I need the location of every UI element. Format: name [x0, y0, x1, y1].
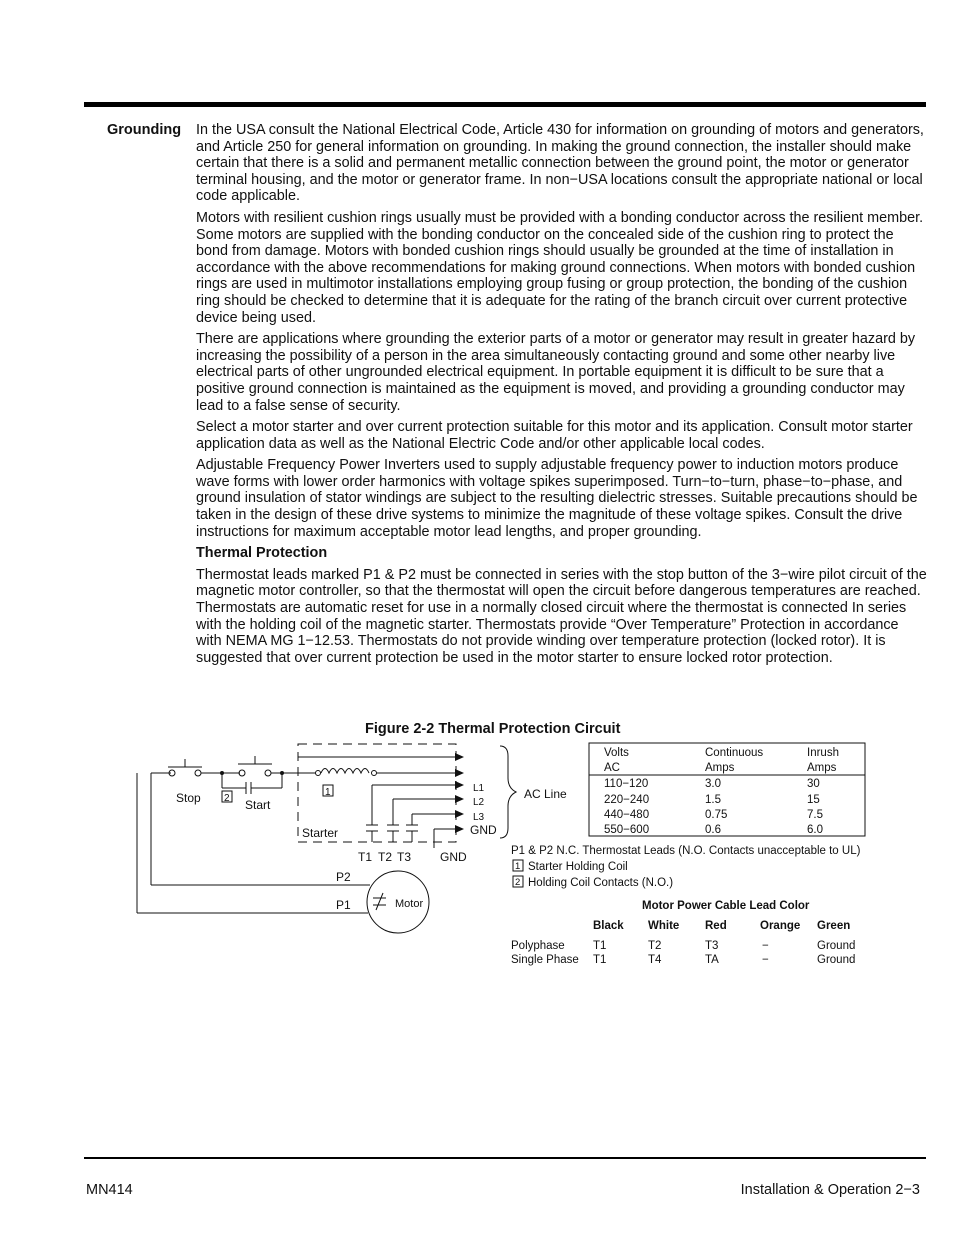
- junction-right: [280, 771, 284, 775]
- gnd-line-label: GND: [470, 823, 497, 837]
- lead-header-green: Green: [817, 920, 851, 932]
- lead-cell: −: [762, 954, 769, 966]
- volts-cell: 220−240: [604, 794, 650, 806]
- junction-left: [220, 771, 224, 775]
- volts-header-3a: Inrush: [807, 747, 839, 759]
- lead-cell: T2: [648, 940, 662, 952]
- top-arrow: [455, 753, 464, 761]
- volts-cell: 7.5: [807, 809, 823, 821]
- paragraph-4: Select a motor starter and over current protection suitable for this motor and its application. Consult motor starter application data as well as the National Electric Code and/or other applicable local codes.: [196, 419, 913, 452]
- volts-cell: 3.0: [705, 778, 721, 790]
- motor-label: Motor: [395, 898, 424, 910]
- lead-cell: Ground: [817, 954, 856, 966]
- bottom-rule: [84, 1157, 926, 1159]
- note2-text: Holding Coil Contacts (N.O.): [528, 877, 674, 889]
- starter-label: Starter: [302, 826, 339, 840]
- coil-winding: [321, 769, 369, 774]
- lead-cell: T1: [593, 940, 607, 952]
- gnd-motor-label: GND: [440, 850, 467, 864]
- paragraph-1: In the USA consult the National Electrical Code, Article 430 for information on grounding of motors and generators, and Article 250 for general information on grounding. In making the ground connection, the installer should make certain that there is a solid and permanent metallic connection between the ground point, the motor or generator terminal housing, and the motor or generator frame. In non−USA locations consult the appropriate national or local code applicable.: [196, 122, 924, 205]
- paragraph-thermal: Thermostat leads marked P1 & P2 must be connected in series with the stop button of the 3−wire pilot circuit of the magnetic motor controller, so that the thermostat will open the circuit before dangerous temperatures are reached. Thermostats are automatic reset for use in a normally closed circuit where the thermostat is connected In series with the holding coil of the magnetic starter. Thermostats provide “Over Temperature” Protection in accordance with NEMA MG 1−12.53. Thermostats do not provide winding over temperature protection (locked rotor). It is suggested that over current protection be used in the motor starter to ensure locked rotor protection.: [196, 566, 927, 666]
- start-contact-right: [265, 770, 271, 776]
- paragraph-3: There are applications where grounding the exterior parts of a motor or generator may result in greater hazard by increasing the possibility of a person in the area simultaneously contacting ground and some other nearby live electrical parts of other ungrounded electrical equipment. In portable equipment it is difficult to be sure that a positive ground connection is maintained as the equipment is moved, and providing a grounding conductor may lead to a false sense of security.: [196, 331, 916, 414]
- volts-cell: 6.0: [807, 824, 823, 836]
- volts-cell: 1.5: [705, 794, 721, 806]
- coil-arrow: [455, 769, 464, 777]
- diagram-box-1-label: 1: [325, 787, 331, 798]
- volts-cell: 110−120: [604, 778, 649, 790]
- note2-number: 2: [515, 877, 521, 888]
- l2-label: L2: [473, 797, 485, 808]
- lead-header-white: White: [648, 920, 680, 932]
- l1-arrow: [455, 781, 464, 789]
- start-label: Start: [245, 798, 271, 812]
- t3-label: T3: [397, 850, 412, 864]
- thermostat-slash: [376, 893, 383, 910]
- lead-cell: T3: [705, 940, 719, 952]
- diagram-box-2-label: 2: [224, 793, 230, 804]
- ac-line-brace: [500, 746, 516, 838]
- lead-cell: Ground: [817, 940, 856, 952]
- coil-terminal-left: [316, 771, 321, 776]
- coil-terminal-right: [372, 771, 377, 776]
- p2-label: P2: [336, 870, 351, 884]
- volts-header-3b: Amps: [807, 762, 837, 774]
- lead-cell: TA: [705, 954, 719, 966]
- paragraph-5: Adjustable Frequency Power Inverters used to supply adjustable frequency power to induction motors produce wave forms with lower order harmonics with voltage spikes superimposed. Turn−to−turn, phase−to−phase, and ground insulation of stator windings are subject to the resulting dielectric stresses. Suitable precautions should be taken in the design of these drive systems to minimize the magnitude of these voltage spikes. Consult the drive instructions for maximum acceptable motor lead lengths, and proper grounding.: [196, 457, 918, 540]
- lead-cell: −: [762, 940, 769, 952]
- lead-row-label: Polyphase: [511, 940, 565, 952]
- volts-header-2a: Continuous: [705, 747, 764, 759]
- lead-color-title: Motor Power Cable Lead Color: [642, 900, 810, 912]
- volts-header-2b: Amps: [705, 762, 735, 774]
- l3-arrow: [455, 810, 464, 818]
- thermostat-note: P1 & P2 N.C. Thermostat Leads (N.O. Contacts unacceptable to UL): [511, 845, 861, 857]
- t1-label: T1: [358, 850, 373, 864]
- subheading-thermal: Thermal Protection: [196, 545, 328, 562]
- gnd-arrow: [455, 825, 464, 833]
- note1-text: Starter Holding Coil: [528, 861, 628, 873]
- p1-label: P1: [336, 898, 351, 912]
- volts-cell: 15: [807, 794, 820, 806]
- lead-header-red: Red: [705, 920, 727, 932]
- volts-header-1b: AC: [604, 762, 620, 774]
- figure-title: Figure 2-2 Thermal Protection Circuit: [365, 721, 621, 737]
- volts-cell: 30: [807, 778, 820, 790]
- volts-header-1a: Volts: [604, 747, 629, 759]
- lead-cell: T1: [593, 954, 607, 966]
- lead-row-label: Single Phase: [511, 954, 579, 966]
- note1-number: 1: [515, 861, 521, 872]
- volts-cell: 0.6: [705, 824, 721, 836]
- ac-line-label: AC Line: [524, 787, 567, 801]
- paragraph-2: Motors with resilient cushion rings usually must be provided with a bonding conductor across the resilient member. Some motors are supplied with the bonding conductor on the concealed side of the cushion ring to protect the bond from damage. Motors with bonded cushion rings should usually be grounded at the time of installation in accordance with the above recommendations for making ground connections. When motors with bonded cushion rings are used in multimotor installations employing group fusing or group protection, the bonding of the cushion ring should be checked to determine that it is adequate for the rating of the branch circuit over current protective device being used.: [196, 209, 924, 326]
- volts-cell: 550−600: [604, 824, 650, 836]
- t2-label: T2: [378, 850, 393, 864]
- l2-arrow: [455, 795, 464, 803]
- lead-cell: T4: [648, 954, 662, 966]
- section-label: Grounding: [107, 122, 182, 138]
- stop-label: Stop: [176, 791, 201, 805]
- volts-cell: 0.75: [705, 809, 728, 821]
- document-code: MN414: [86, 1182, 133, 1198]
- stop-contact-right: [195, 770, 201, 776]
- volts-cell: 440−480: [604, 809, 650, 821]
- l1-label: L1: [473, 783, 485, 794]
- page-footer: Installation & Operation 2−3: [740, 1182, 920, 1198]
- lead-header-orange: Orange: [760, 920, 801, 932]
- l3-label: L3: [473, 812, 485, 823]
- lead-header-black: Black: [593, 920, 624, 932]
